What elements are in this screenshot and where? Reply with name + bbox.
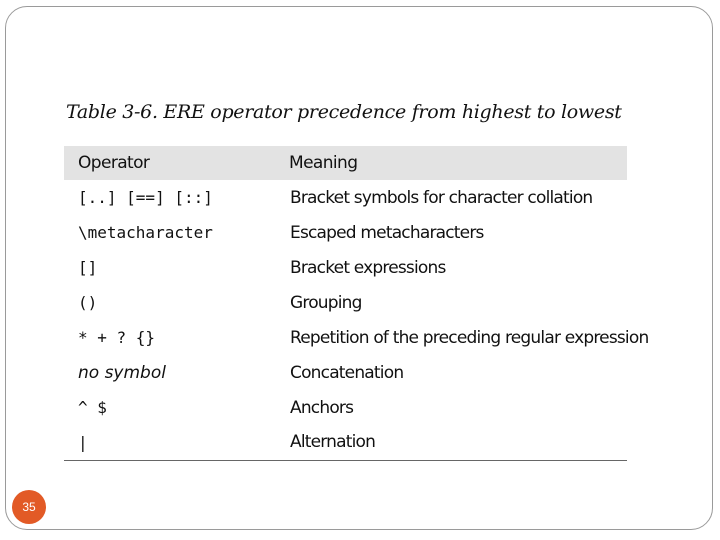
table-caption: Table 3-6. ERE operator precedence from highest to lowest	[66, 101, 622, 123]
meaning-cell: Bracket expressions	[290, 257, 446, 278]
operator-cell: ()	[78, 293, 98, 312]
meaning-cell: Bracket symbols for character collation	[290, 187, 593, 208]
table-row	[64, 180, 627, 215]
table-row	[64, 215, 627, 250]
table-row	[64, 425, 627, 460]
meaning-cell: Anchors	[290, 397, 354, 418]
operator-cell: [..] [==] [::]	[78, 188, 213, 207]
table-row	[64, 285, 627, 320]
table-row	[64, 320, 627, 355]
table-row	[64, 250, 627, 285]
operator-cell: no symbol	[78, 362, 166, 383]
operator-cell: []	[78, 258, 98, 277]
operator-cell: * + ? {}	[78, 328, 156, 347]
table-header-row	[64, 146, 627, 180]
slide-number-badge: 35	[12, 490, 46, 524]
operator-cell: |	[78, 432, 88, 452]
meaning-cell: Escaped metacharacters	[290, 222, 484, 243]
meaning-cell: Grouping	[290, 292, 362, 313]
table-row	[64, 355, 627, 390]
table-row	[64, 390, 627, 425]
operator-cell: \metacharacter	[78, 223, 213, 242]
meaning-cell: Repetition of the preceding regular expression	[290, 327, 649, 348]
operator-precedence-table	[64, 146, 649, 461]
header-operator: Operator	[78, 153, 150, 173]
meaning-cell: Concatenation	[290, 362, 404, 383]
operator-cell: ^ $	[78, 398, 107, 417]
header-meaning: Meaning	[289, 153, 358, 173]
meaning-cell: Alternation	[290, 432, 376, 453]
